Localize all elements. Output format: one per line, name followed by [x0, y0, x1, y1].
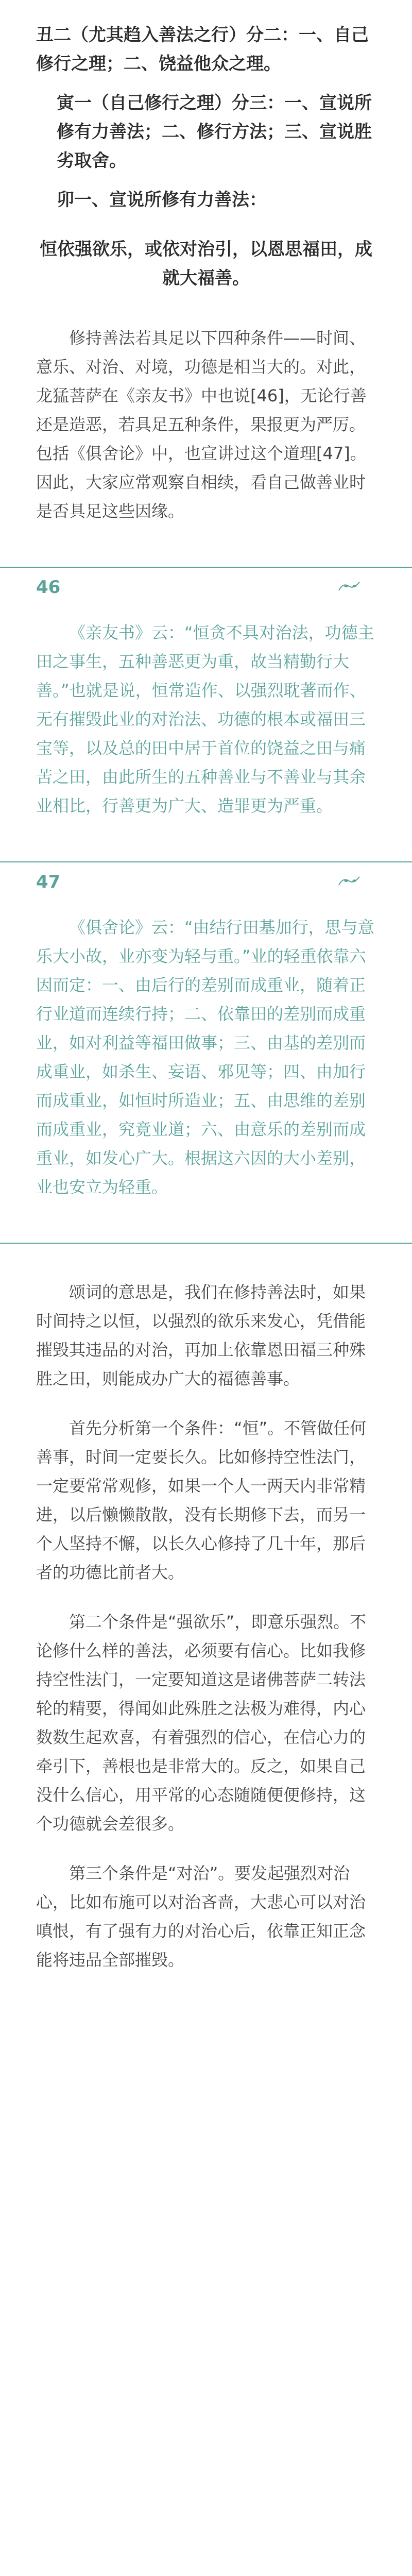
footnote-number-46	[36, 577, 376, 598]
section-heading-chou2: 丑二（尤其趋入善法之行）分二：一、自己修行之理；二、饶益他众之理。	[36, 25, 369, 74]
verse-text: 恒依强欲乐，或依对治引，以恩思福田，成就大福善。	[40, 239, 372, 289]
paragraph-condition-3: 第三个条件是“对治”。要发起强烈对治心，比如布施可以对治吝啬，大悲心可以对治嗔恨，有了强有力的对治心后，依靠正知正念能将违品全部摧毁。	[36, 1863, 366, 1970]
footnote-text-46: 《亲友书》云：“恒贪不具对治法，功德主田之事生，五种善恶更为重，故当精勤行大善。”也就是说，恒常造作、以强烈耽著而作、无有摧毁此业的对治法、功德的根本或福田三宝等，以及总的田中居于首位的饶益之田与痛苦之田，由此所生的五种善业与不善业与其余业相比，行善更为广大、造罪更为严重。	[36, 623, 374, 816]
footnote-number-47-text: 47	[36, 872, 61, 892]
paragraph-verse-meaning: 颂词的意思是，我们在修持善法时，如果时间持之以恒，以强烈的欲乐来发心，凭借能摧毁其违品的对治，再加上依靠恩田福三种殊胜之田，则能成办广大的福德善事。	[36, 1282, 366, 1388]
footnote-text-47: 《俱舍论》云：“由结行田基加行，思与意乐大小故，业亦变为轻与重。”业的轻重依靠六因而定：一、由后行的差别而成重业，随着正行业道而连续行持；二、依靠田的差别而成重业，如对利益等福田做事；三、由基的差别而成重业，如杀生、妄语、邪见等；四、由加行而成重业，如恒时所造业；五、由思维的差别而成重业，究竟业道；六、由意乐的差别而成重业，如发心广大。根据这六因的大小差别，业也安立为轻重。	[36, 918, 374, 1197]
footnote-end-divider	[0, 1243, 412, 1247]
section-heading-yin1: 寅一（自己修行之理）分三：一、宣说所修有力善法；二、修行方法；三、宣说胜劣取舍。	[57, 93, 372, 171]
section-heading-mao1: 卯一、宣说所修有力善法：	[57, 190, 267, 210]
paragraph-condition-1: 首先分析第一个条件：“恒”。不管做任何善事，时间一定要长久。比如修持空性法门，一定要常常观修，如果一个人一两天内非常精进，以后懒懒散散，没有长期修下去，而另一个人坚持不懈，以长久心修持了几十年，那后者的功德比前者大。	[36, 1418, 367, 1582]
leaf-icon	[338, 580, 360, 592]
footnote-number-47	[36, 872, 376, 892]
footnote-divider-47	[0, 861, 412, 866]
footnote-divider-46	[0, 567, 412, 571]
paragraph-condition-2: 第二个条件是“强欲乐”，即意乐强烈。不论修什么样的善法，必须要有信心。比如我修持空性法门，一定要知道这是诸佛菩萨二转法轮的精要，得闻如此殊胜之法极为难得，内心数数生起欢喜，有着强烈的信心，在信心力的牵引下，善根也是非常大的。反之，如果自己没什么信心，用平常的心态随随便便修持，这个功德就会差很多。	[36, 1612, 367, 1834]
paragraph-intro: 修持善法若具足以下四种条件——时间、意乐、对治、对境，功德是相当大的。对此，龙猛菩萨在《亲友书》中也说[46]，无论行善还是造恶，若具足五种条件，果报更为严厉。包括《俱舍论》中，也宣讲过这个道理[47]。因此，大家应常观察自相续，看自己做善业时是否具足这些因缘。	[36, 328, 367, 521]
footnote-number-46-text: 46	[36, 577, 61, 598]
leaf-icon	[338, 875, 360, 887]
